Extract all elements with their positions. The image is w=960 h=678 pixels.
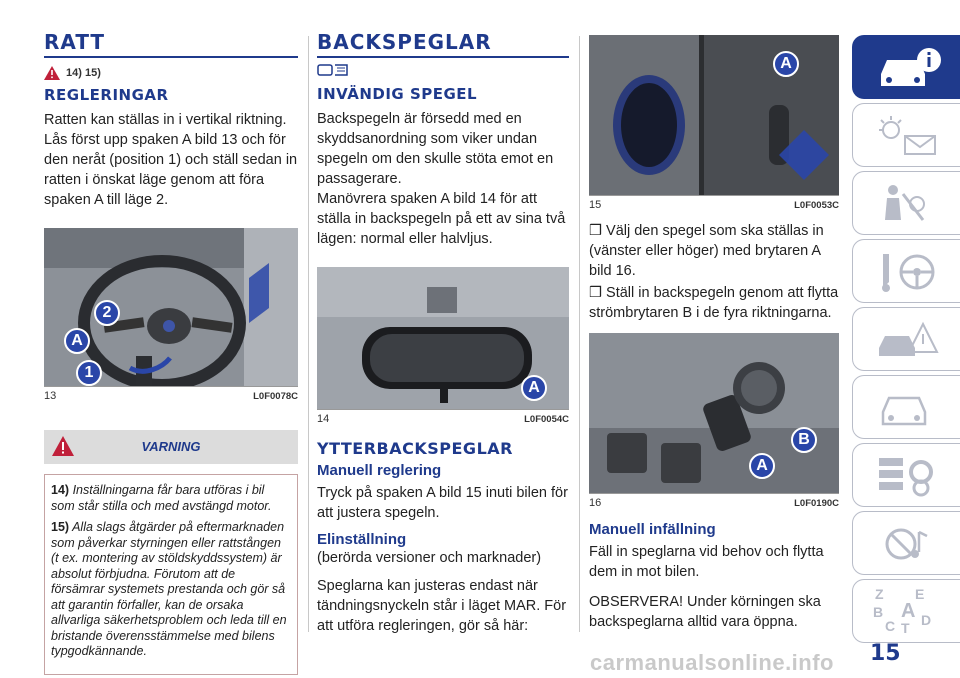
car-info-icon [875, 44, 945, 92]
warning-body [44, 474, 298, 675]
warning-item: 14) Inställningarna får bara utföras i bil som står stilla och med avstängd motor. [51, 483, 272, 513]
mirror-paragraph-3: Tryck på spaken A bild 15 inuti bilen för att justera spegeln. [317, 485, 568, 521]
figure-15-exterior-mirror [589, 35, 839, 195]
tab-breakdown[interactable] [852, 307, 960, 371]
page-number: 15 [870, 641, 901, 666]
warning-header [44, 430, 298, 464]
label-a-badge: A [521, 375, 547, 401]
heading-elinstallning: Elinställning [317, 531, 407, 548]
label-2-badge: 2 [94, 300, 120, 326]
watermark: carmanualsonline.info [590, 650, 834, 675]
subsection-title-regleringar: REGLERINGAR [44, 86, 169, 104]
label-b-badge: B [791, 427, 817, 453]
label-a-badge: A [773, 51, 799, 77]
tab-multimedia[interactable] [852, 511, 960, 575]
label-a-badge: A [749, 453, 775, 479]
warning-reference: 14) 15) [66, 67, 101, 79]
figure-16-mirror-switch [589, 333, 839, 493]
mirror-paragraph-2: Manövrera spaken A bild 14 för att ställa in backspegeln på ett av sina två lägen: normal eller halvljus. [317, 191, 566, 247]
steering-paragraph: Ratten kan ställas in i vertikal riktning. Lås först upp spaken A bild 13 och för den neråt (position 1) och ställ sedan in ratten i önskat läge genom att föra spaken A till läge 2. [44, 112, 298, 208]
column-exterior [589, 0, 839, 632]
heading-manuell-infallning: Manuell infällning [589, 521, 716, 538]
mirror-switch-illustration [589, 333, 839, 493]
figure-number: 13 [44, 390, 57, 402]
label-1-badge: 1 [76, 360, 102, 386]
figure-13-caption [44, 386, 298, 402]
warning-triangle-icon [44, 66, 60, 80]
section-title-ratt: RATT [44, 30, 106, 54]
figure-14-caption [317, 409, 569, 425]
multimedia-icon [875, 520, 945, 568]
exterior-mirror-illustration [589, 35, 839, 195]
column-steering [44, 0, 298, 675]
ref-row [44, 66, 298, 80]
fold-paragraph-1: Fäll in speglarna vid behov och flytta dem in mot bilen. [589, 544, 824, 580]
breakdown-icon [875, 316, 945, 364]
figure-16-caption [589, 493, 839, 509]
warning-item: 15) Alla slags åtgärder på eftermarknaden som påverkar styrningen eller rattstången (t ex. montering av stöldskyddssystem) är absolut förbjudna. Förutom att de försämrar systemets prestanda och gör så att garantin förfaller, kan de orsaka allvarliga säkerhetsproblem och leda till en bristande överensstämmelse med bilens typgodkännande. [51, 520, 287, 658]
tab-warning-lights[interactable] [852, 103, 960, 167]
tab-car-info[interactable] [852, 35, 960, 99]
tab-technical-data[interactable] [852, 443, 960, 507]
subsection-title-invandig: INVÄNDIG SPEGEL [317, 85, 478, 103]
figure-code: L0F0078C [253, 391, 298, 402]
fold-paragraph-2: OBSERVERA! Under körningen ska backspeglarna alltid vara öppna. [589, 594, 821, 630]
tab-service[interactable] [852, 375, 960, 439]
mirror-symbol-icon [317, 62, 349, 78]
figure-number: 15 [589, 199, 602, 211]
section-title-backspeglar: BACKSPEGLAR [317, 30, 492, 54]
safety-airbag-icon [875, 180, 945, 228]
column-divider [579, 36, 580, 632]
technical-data-icon [875, 452, 945, 500]
label-a-badge: A [64, 328, 90, 354]
column-mirrors [317, 0, 569, 636]
figure-number: 14 [317, 413, 330, 425]
column-divider [308, 36, 309, 632]
bullet-select-mirror: ❒ Välj den spegel som ska ställas in (vänster eller höger) med brytaren A bild 16. [589, 223, 824, 279]
figure-number: 16 [589, 497, 602, 509]
service-maintenance-icon [875, 384, 945, 432]
mirror-paragraph-1: Backspegeln är försedd med en skyddsanordning som viker undan spegeln om den skulle stöta emot en passagerare. [317, 111, 554, 187]
mirror-paragraph-5: Speglarna kan justeras endast när tändningsnyckeln står i läget MAR. För att utföra regleringen, gör så här: [317, 578, 567, 634]
bullet-adjust-mirror: ❒ Ställ in backspegeln genom att flytta strömbrytaren B i de fyra riktningarna. [589, 285, 839, 321]
figure-code: L0F0053C [794, 200, 839, 211]
figure-code: L0F0190C [794, 498, 839, 509]
mirror-paragraph-4: (berörda versioner och marknader) [317, 550, 542, 566]
index-icon: Z E B A C T D [873, 586, 932, 636]
tab-index[interactable] [852, 579, 960, 643]
title-rule [317, 56, 569, 58]
figure-15-caption [589, 195, 839, 211]
heading-manuell-reglering: Manuell reglering [317, 462, 442, 479]
warning-lights-icon [875, 112, 945, 160]
figure-code: L0F0054C [524, 414, 569, 425]
figure-13-steering-wheel [44, 228, 298, 386]
warning-title: VARNING [141, 439, 201, 454]
subsection-title-ytter: YTTERBACKSPEGLAR [317, 439, 513, 458]
figure-14-rear-mirror [317, 267, 569, 409]
tab-safety[interactable] [852, 171, 960, 235]
chapter-sidebar [852, 35, 960, 645]
ignition-steering-icon [875, 248, 945, 296]
tab-ignition-steering[interactable] [852, 239, 960, 303]
title-rule [44, 56, 298, 58]
